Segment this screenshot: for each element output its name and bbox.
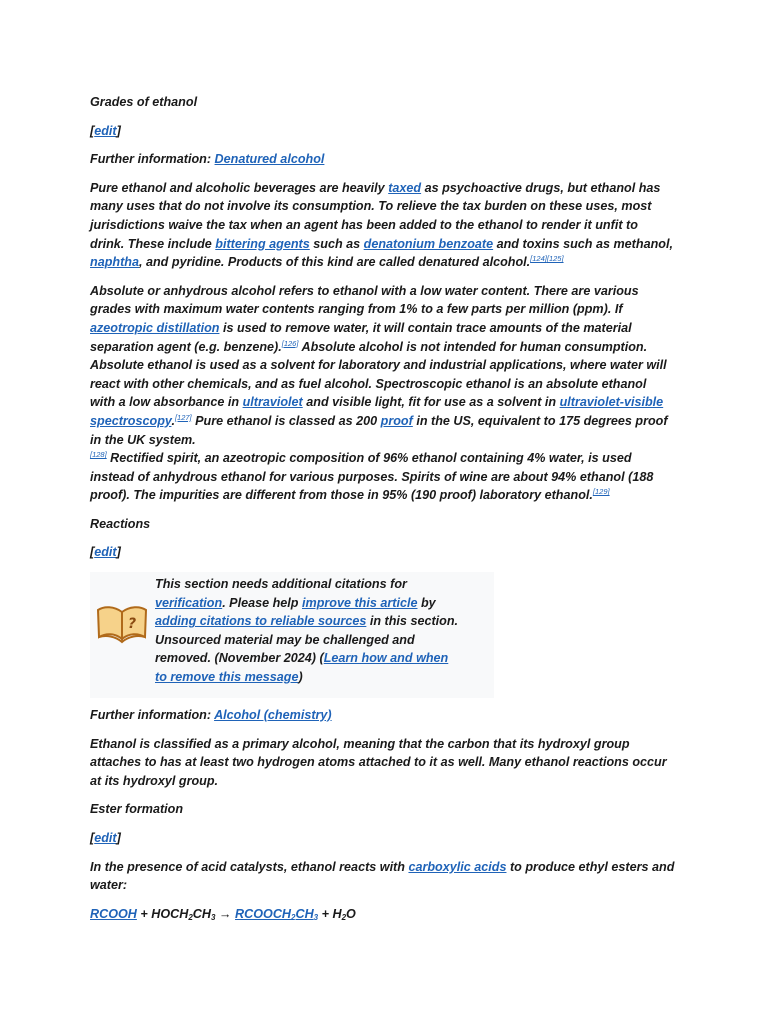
text: as psychoactive drugs, but ethanol has many uses that do not involve its consumption. To relieve the tax burden on these uses, most jurisdictions waive the tax when an agent has been added to the ethanol to render it unfit to drink. These include (90, 180, 661, 251)
text: Pure ethanol and alcoholic beverages are heavily (90, 180, 389, 195)
text: by (417, 595, 436, 610)
subscript: 3 (313, 912, 319, 922)
bracket-close: ] (116, 123, 121, 138)
heading-grades-of-ethanol (90, 93, 675, 112)
further-info-label: Further information: (90, 152, 215, 167)
subscript: 2 (291, 912, 296, 922)
text: RCOOCH (235, 906, 292, 921)
citation-125[interactable]: [125] (546, 254, 564, 264)
text: is used to remove water, it will contain trace amounts of the material separation agent (e.g. benzene). (90, 320, 632, 354)
link-taxed[interactable]: taxed (388, 180, 422, 195)
text: CH (192, 906, 211, 921)
text: in this section. Unsourced material may be challenged and removed. (155, 614, 459, 666)
ester-formula (90, 905, 675, 924)
text: and visible light, fit for use as a solvent in (302, 395, 560, 410)
subscript: 2 (188, 912, 193, 922)
citation-124[interactable]: [124] (530, 254, 547, 264)
link-denatured-alcohol[interactable]: Denatured alcohol (214, 152, 325, 167)
paragraph-reactions-1: Ethanol is classified as a primary alcohol, meaning that the carbon that its hydroxyl group attaches to has at least two hydrogen atoms attached to it as well. Many ethanol reactions occur at its hydroxyl group. (90, 736, 667, 788)
subscript: 2 (341, 912, 347, 922)
text: Absolute or anhydrous alcohol refers to ethanol with a low water content. There are various grades with maximum water contents ranging from 1% to a few parts per million (ppm). If (90, 283, 639, 317)
link-rcooh[interactable]: RCOOH (90, 906, 137, 921)
text: + HOCH (136, 906, 189, 921)
link-remove-message[interactable]: Learn how and when to remove this message (155, 651, 449, 685)
text: + H (318, 906, 342, 921)
link-azeotropic-distillation[interactable]: azeotropic distillation (90, 320, 220, 335)
notice-text (155, 575, 460, 687)
edit-section-reactions (90, 543, 675, 562)
citation-128[interactable]: [128] (90, 450, 107, 460)
bracket-open: [ (90, 831, 95, 846)
edit-section-ester (90, 829, 675, 848)
paragraph-grades-2 (90, 282, 675, 505)
paragraph-grades-1 (90, 179, 675, 272)
link-uv-vis-spectroscopy[interactable]: ultraviolet-visible spectroscopy (90, 395, 664, 428)
edit-link-reactions[interactable]: edit (94, 545, 117, 560)
text: ) (298, 670, 303, 685)
link-bittering-agents[interactable]: bittering agents (215, 236, 310, 251)
text: O (346, 906, 356, 921)
text: Pure ethanol is classed as 200 (191, 413, 381, 428)
paragraph-ester-1 (90, 858, 675, 895)
article-content (90, 93, 675, 933)
edit-section-grades (90, 122, 675, 141)
link-improve-article[interactable]: improve this article (302, 595, 418, 610)
text: and toxins such as methanol, (493, 236, 673, 251)
edit-link-ester[interactable]: edit (94, 831, 117, 846)
heading-text: Grades of ethanol (90, 95, 198, 109)
text: , and pyridine. Products of this kind are called denatured alcohol. (138, 255, 531, 270)
link-carboxylic-acids[interactable]: carboxylic acids (408, 859, 507, 874)
bracket-close: ] (116, 831, 121, 846)
text: ( (316, 651, 324, 666)
heading-ester-formation (90, 800, 675, 819)
link-alcohol-chemistry[interactable]: Alcohol (chemistry) (214, 708, 332, 723)
svg-text:?: ? (128, 616, 137, 633)
heading-reactions (90, 515, 675, 534)
bracket-open: [ (90, 123, 95, 138)
citation-129[interactable]: [129] (592, 487, 610, 497)
bracket-open: [ (90, 545, 95, 560)
text: to produce ethyl esters and water: (90, 859, 675, 893)
link-verification[interactable]: verification (155, 595, 223, 610)
subscript: 3 (210, 912, 216, 922)
bracket-close: ] (116, 545, 121, 560)
link-rcooch2ch3[interactable] (235, 907, 318, 921)
citation-127[interactable]: [127] (174, 412, 192, 422)
link-ultraviolet[interactable]: ultraviolet (242, 395, 303, 410)
heading-text: Ester formation (90, 802, 184, 817)
citation-needed-notice (90, 572, 494, 698)
text: in the US, equivalent to 175 degrees proof in the UK system. (90, 413, 668, 447)
text: . Please help (222, 595, 302, 610)
text: This section needs additional citations for (155, 577, 407, 592)
text: Rectified spirit, an azeotropic composition of 96% ethanol containing 4% water, is used instead of anhydrous ethanol for various purposes. Spirits of wine are about 94% ethanol (188 proof). The impurities are different from those in 95% (190 proof) laboratory ethanol. (90, 451, 654, 503)
text: . (171, 413, 175, 428)
edit-link-grades[interactable]: edit (94, 123, 117, 138)
text: CH (295, 906, 314, 921)
reaction-arrow: → (215, 906, 236, 921)
heading-text: Reactions (90, 516, 151, 531)
text: In the presence of acid catalysts, ethanol reacts with (90, 859, 409, 874)
text: Absolute alcohol is not intended for human consumption. Absolute ethanol is used as a solvent for laboratory and industrial applications, where water will react with other chemicals, and as fuel alcohol. Spectroscopic ethanol is an absolute ethanol with a low absorbance in (90, 339, 667, 410)
further-info-grades (90, 150, 675, 169)
further-info-label: Further information: (90, 708, 215, 723)
notice-date: (November 2024) (214, 651, 316, 666)
further-info-reactions (90, 706, 675, 725)
book-question-icon (96, 602, 148, 646)
citation-126[interactable]: [126] (281, 338, 299, 348)
text: such as (309, 236, 364, 251)
link-denatonium-benzoate[interactable]: denatonium benzoate (363, 236, 494, 251)
link-naphtha[interactable]: naphtha (90, 255, 139, 270)
link-adding-citations[interactable]: adding citations to reliable sources (155, 614, 367, 629)
link-proof[interactable]: proof (380, 413, 413, 428)
